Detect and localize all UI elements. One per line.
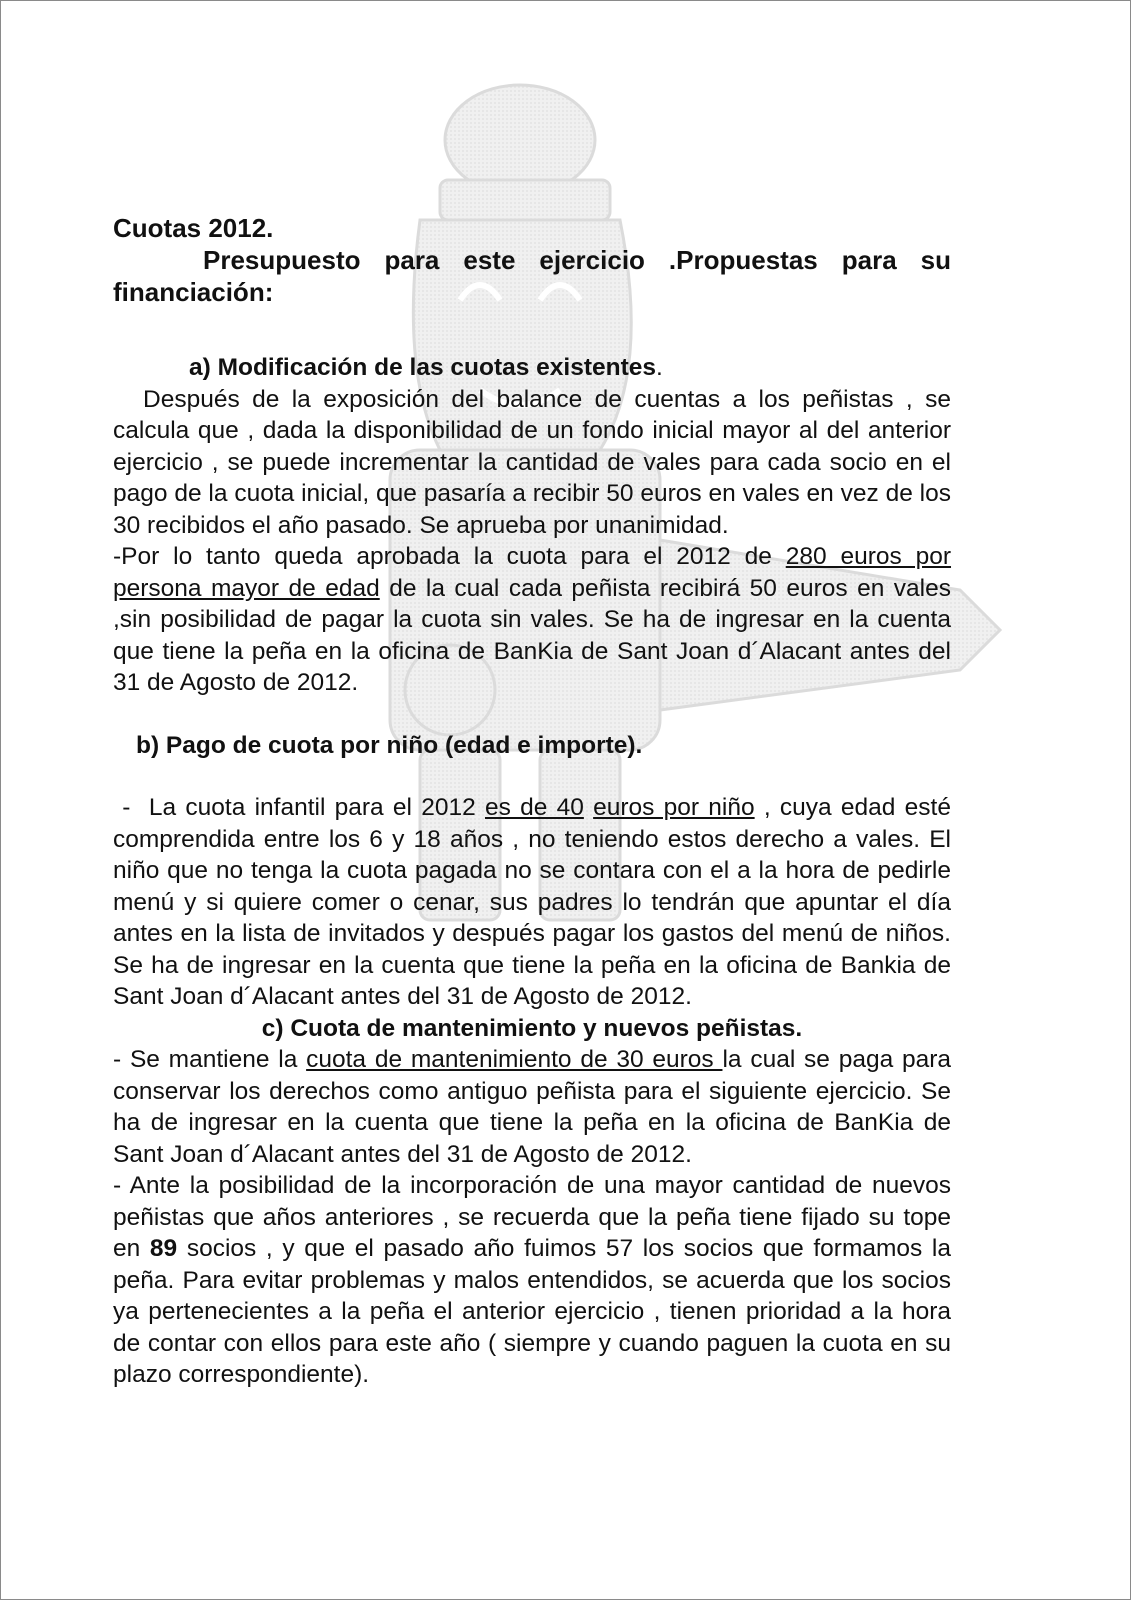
- section-c-p2-end: socios , y que el pasado año fuimos 57 los socios que formamos la peña. Para evitar problemas y malos entendidos, se acuerda que los socios ya pertenecientes a la peña el anterior ejercicio , tienen prioridad a la hora de contar con ellos para este año ( siempre y cuando paguen la cuota en su plazo correspondiente).: [113, 1235, 952, 1388]
- document-subtitle: Presupuesto para este ejercicio .Propuestas para su financiación:: [113, 245, 951, 307]
- section-b-p-mid: [584, 794, 593, 821]
- section-a-paragraph-2: [113, 541, 951, 699]
- section-b-p-underlined-amount: es de 40: [484, 794, 584, 821]
- section-b-p-underlined-unit: euros por niño: [593, 794, 755, 821]
- section-a-paragraph-1: Después de la exposición del balance de cuentas a los peñistas , se calcula que , dada la disponibilidad de un fondo inicial mayor al del anterior ejercicio , se puede incrementar la cantidad de vales para cada socio en el pago de la cuota inicial, que pasaría a recibir 50 euros en vales en vez de los 30 recibidos el año pasado. Se aprueba por unanimidad.: [113, 385, 951, 539]
- section-b-heading: b) Pago de cuota por niño (edad e importe).: [136, 731, 643, 759]
- section-a-p2-underlined-amount: 280 euros por: [785, 543, 952, 570]
- section-c-p1-underlined: cuota de mantenimiento de 30 euros: [306, 1046, 723, 1073]
- document-title: Cuotas 2012.: [113, 213, 274, 243]
- section-a-heading-period: .: [656, 354, 663, 381]
- section-b-paragraph: [113, 792, 951, 1013]
- section-c-p1-end: la cual se paga para conservar los derechos como antiguo peñista para el siguiente ejercicio. Se ha de ingresar en la cuenta que tiene la peña en la oficina de BanKia de Sant Joan d´Alacant antes del 31 de Agosto de 2012.: [113, 1046, 952, 1168]
- section-a-heading-text: a) Modificación de las cuotas existentes: [189, 354, 657, 381]
- section-c-paragraph-1: [113, 1044, 951, 1170]
- section-c-p2-cap: 89: [149, 1235, 178, 1262]
- section-a-p2-start: -Por lo tanto queda aprobada la cuota para el 2012 de: [113, 543, 786, 570]
- section-c-p2-start: - Ante la posibilidad de la incorporación de una mayor cantidad de nuevos peñistas que años anteriores , se recuerda que la peña tiene fijado su tope en: [113, 1172, 951, 1262]
- section-b-p-end: , cuya edad esté comprendida entre los 6 y 18 años , no teniendo estos derecho a vales. El niño que no tenga la cuota pagada no se contara con el a la hora de pedirle menú y si quiere comer o cenar, sus padres lo tendrán que apuntar el día antes en la lista de invitados y después pagar los gastos del menú de niños. Se ha de ingresar en la cuenta que tiene la peña en la oficina de Bankia de Sant Joan d´Alacant antes del 31 de Agosto de 2012.: [113, 794, 951, 1010]
- section-c-heading: c) Cuota de mantenimiento y nuevos peñistas.: [261, 1014, 803, 1042]
- section-c-paragraph-2: [113, 1170, 951, 1391]
- section-a-heading: [113, 352, 951, 384]
- section-b-p-start: - La cuota infantil para el 2012: [113, 794, 485, 821]
- document-body: [113, 212, 951, 1391]
- section-c-p1-start: - Se mantiene la: [113, 1046, 307, 1073]
- section-a-p2-underlined-person: persona mayor de edad: [113, 574, 380, 602]
- section-a-p2-end: de la cual cada peñista recibirá 50 euros en vales ,sin posibilidad de pagar la cuota sin vales. Se ha de ingresar en la cuenta que tiene la peña en la oficina de BanKia de Sant Joan d´Alacant antes del 31 de Agosto de 2012.: [113, 574, 952, 696]
